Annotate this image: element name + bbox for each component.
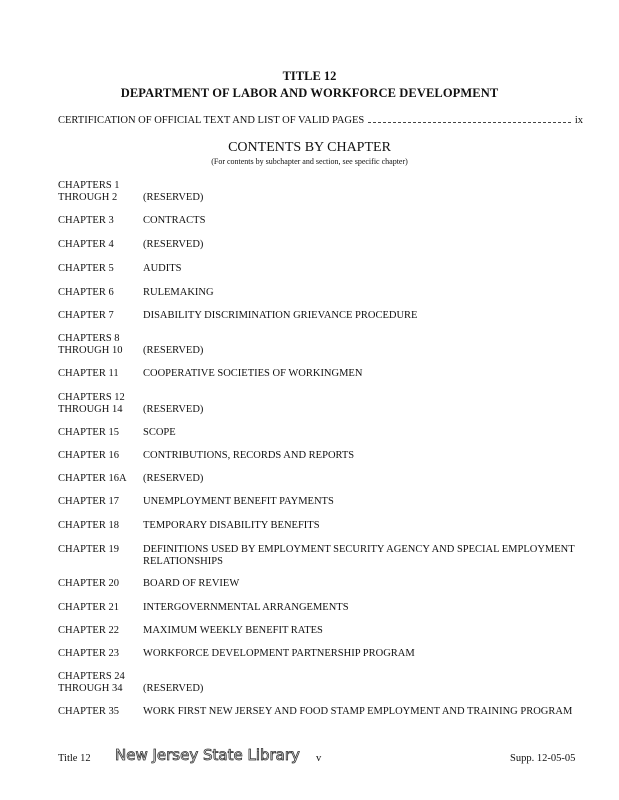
chapter-description: CONTRACTS <box>143 215 206 226</box>
library-stamp: New Jersey State Library <box>115 746 300 764</box>
department-title: DEPARTMENT OF LABOR AND WORKFORCE DEVELOPMENT <box>120 86 499 100</box>
certification-page: ix <box>574 115 583 126</box>
chapter-description: TEMPORARY DISABILITY BENEFITS <box>143 520 320 531</box>
chapter-description: (RESERVED) <box>143 404 204 415</box>
footer-title: Title 12 <box>58 753 91 764</box>
chapter-description: BOARD OF REVIEW <box>143 578 240 589</box>
chapter-label-line2: THROUGH 14 <box>58 404 123 415</box>
certification-text: CERTIFICATION OF OFFICIAL TEXT AND LIST OF VALID PAGES <box>58 115 365 126</box>
chapter-label-line2: THROUGH 2 <box>58 192 118 203</box>
chapter-description: WORK FIRST NEW JERSEY AND FOOD STAMP EMPLOYMENT AND TRAINING PROGRAM <box>143 706 573 717</box>
chapter-label: CHAPTER 5 <box>58 263 114 274</box>
chapter-label: CHAPTER 3 <box>58 215 114 226</box>
chapter-description: DISABILITY DISCRIMINATION GRIEVANCE PROCEDURE <box>143 310 418 321</box>
chapter-label: CHAPTER 22 <box>58 625 119 636</box>
chapter-description: DEFINITIONS USED BY EMPLOYMENT SECURITY AGENCY AND SPECIAL EMPLOYMENT <box>143 544 575 555</box>
chapter-label: CHAPTER 18 <box>58 520 119 531</box>
leader-dots <box>368 121 571 123</box>
chapter-description: (RESERVED) <box>143 345 204 356</box>
chapter-description: MAXIMUM WEEKLY BENEFIT RATES <box>143 625 323 636</box>
chapter-label: CHAPTERS 8 <box>58 333 120 344</box>
chapter-description: COOPERATIVE SOCIETIES OF WORKINGMEN <box>143 368 363 379</box>
chapter-label: CHAPTER 17 <box>58 496 119 507</box>
contents-note: (For contents by subchapter and section, see specific chapter) <box>211 157 408 166</box>
chapter-label-line2: THROUGH 34 <box>58 683 123 694</box>
chapter-label: CHAPTERS 12 <box>58 392 125 403</box>
certification-line <box>58 115 583 126</box>
chapter-description: INTERGOVERNMENTAL ARRANGEMENTS <box>143 602 349 613</box>
chapter-description: UNEMPLOYMENT BENEFIT PAYMENTS <box>143 496 334 507</box>
chapter-label: CHAPTERS 1 <box>58 180 120 191</box>
chapter-label: CHAPTER 16 <box>58 450 119 461</box>
chapter-label: CHAPTER 11 <box>58 368 119 379</box>
chapter-description: CONTRIBUTIONS, RECORDS AND REPORTS <box>143 450 355 461</box>
chapter-description: (RESERVED) <box>143 239 204 250</box>
chapter-label: CHAPTER 21 <box>58 602 119 613</box>
contents-heading: CONTENTS BY CHAPTER <box>228 140 391 155</box>
chapter-description: (RESERVED) <box>143 683 204 694</box>
chapter-label: CHAPTER 23 <box>58 648 119 659</box>
chapter-label: CHAPTER 20 <box>58 578 119 589</box>
footer-supplement-date: Supp. 12-05-05 <box>510 753 576 764</box>
chapter-label-line2: THROUGH 10 <box>58 345 123 356</box>
chapter-description: WORKFORCE DEVELOPMENT PARTNERSHIP PROGRAM <box>143 648 415 659</box>
chapter-description: RULEMAKING <box>143 287 214 298</box>
chapter-description: (RESERVED) <box>143 192 204 203</box>
chapter-label: CHAPTER 15 <box>58 427 119 438</box>
footer-page-number: v <box>316 753 322 764</box>
title-number: TITLE 12 <box>282 69 337 83</box>
chapter-description: (RESERVED) <box>143 473 204 484</box>
chapter-label: CHAPTER 4 <box>58 239 114 250</box>
chapter-description: SCOPE <box>143 427 176 438</box>
chapter-description-line2: RELATIONSHIPS <box>143 556 223 567</box>
chapter-label: CHAPTER 16A <box>58 473 127 484</box>
chapter-label: CHAPTER 7 <box>58 310 114 321</box>
chapter-label: CHAPTERS 24 <box>58 671 125 682</box>
chapter-label: CHAPTER 19 <box>58 544 119 555</box>
chapter-label: CHAPTER 6 <box>58 287 114 298</box>
chapter-description: AUDITS <box>143 263 182 274</box>
chapter-label: CHAPTER 35 <box>58 706 119 717</box>
